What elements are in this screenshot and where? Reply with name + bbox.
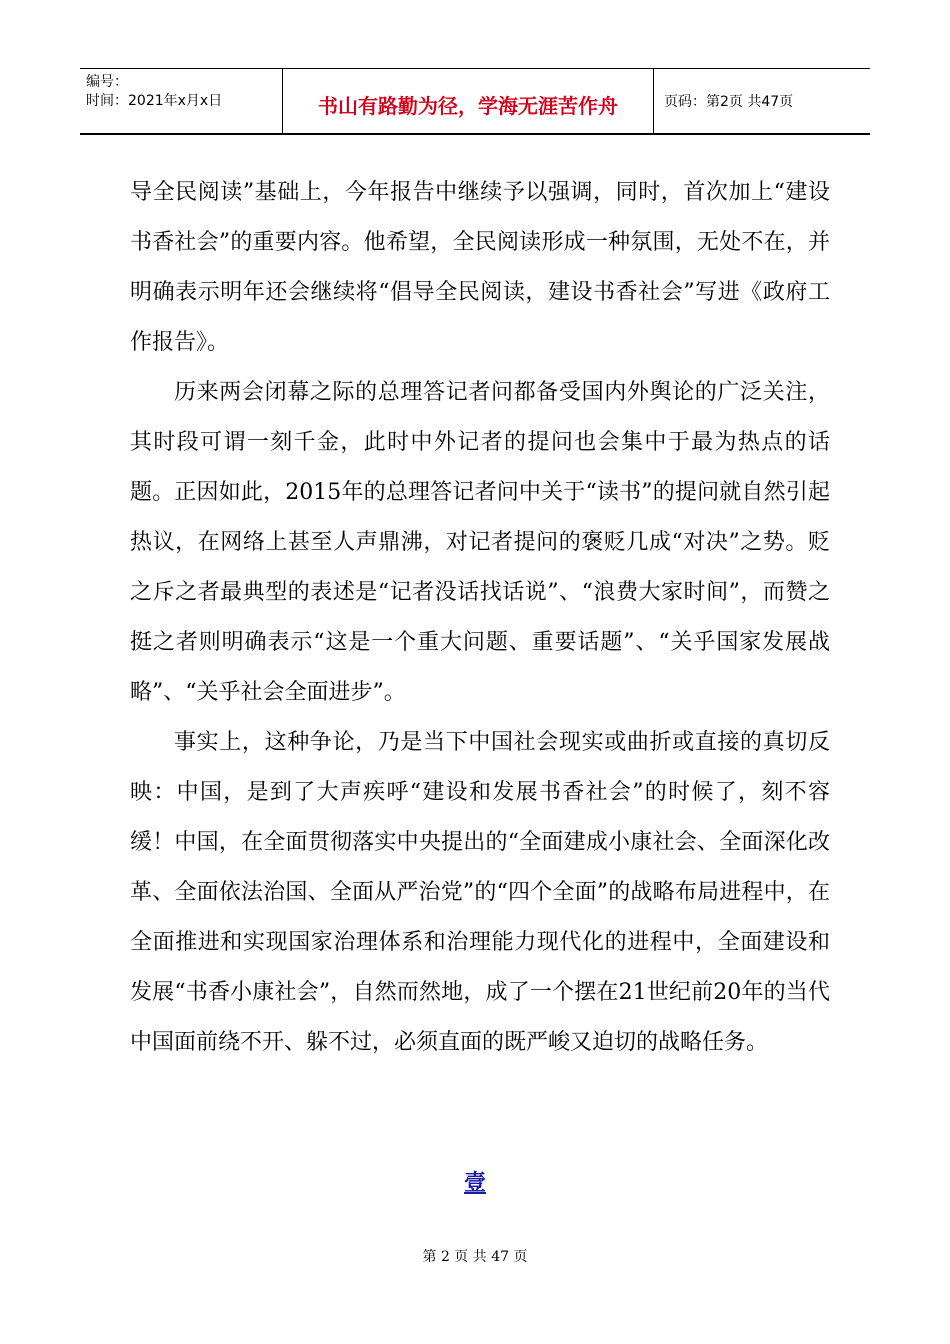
paragraph: 历来两会闭幕之际的总理答记者问都备受国内外舆论的广泛关注，其时段可谓一刻千金，此时中外记者的提问也会集中于最为热点的话题。正因如此，2015年的总理答记者问中关于“读书”的提问就自然引起热议，在网络上甚至人声鼎沸，对记者提问的褒贬几成“对决”之势。贬之斥之者最典型的表述是“记者没话找话说”、“浪费大家时间”，而赞之挺之者则明确表示“这是一个重大问题、重要话题”、“关乎国家发展战略”、“关乎社会全面进步”。 (130, 380, 830, 705)
page-footer: 第 2 页 共 47 页 (422, 1249, 528, 1265)
paragraph-continuation: 导全民阅读”基础上，今年报告中继续予以强调，同时，首次加上“建设书香社会”的重要内容。他希望，全民阅读形成一种氛围，无处不在，并明确表示明年还会继续将“倡导全民阅读，建设书香社会”写进《政府工作报告》。 (130, 180, 830, 355)
document-number-label: 编号： (86, 74, 128, 90)
section-link[interactable]: 壹 (463, 1170, 486, 1196)
paragraph: 事实上，这种争论，乃是当下中国社会现实或曲折或直接的真切反映：中国，是到了大声疾呼“建设和发展书香社会”的时候了，刻不容缓！中国，在全面贯彻落实中央提出的“全面建成小康社会、全面深化改革、全面依法治国、全面从严治党”的“四个全面”的战略布局进程中，在全面推进和实现国家治理体系和治理能力现代化的进程中，全面建设和发展“书香小康社会”，自然而然地，成了一个摆在21世纪前20年的当代中国面前绕不开、躲不过，必须直面的既严峻又迫切的战略任务。 (130, 730, 830, 1055)
page-header (80, 68, 870, 135)
document-body (130, 168, 830, 1068)
document-date-label: 时间：2021年x月x日 (86, 93, 223, 109)
header-motto: 书山有路勤为径，学海无涯苦作舟 (283, 69, 654, 133)
header-meta (80, 69, 283, 133)
header-page-code: 页码：第2页 共47页 (664, 94, 794, 110)
